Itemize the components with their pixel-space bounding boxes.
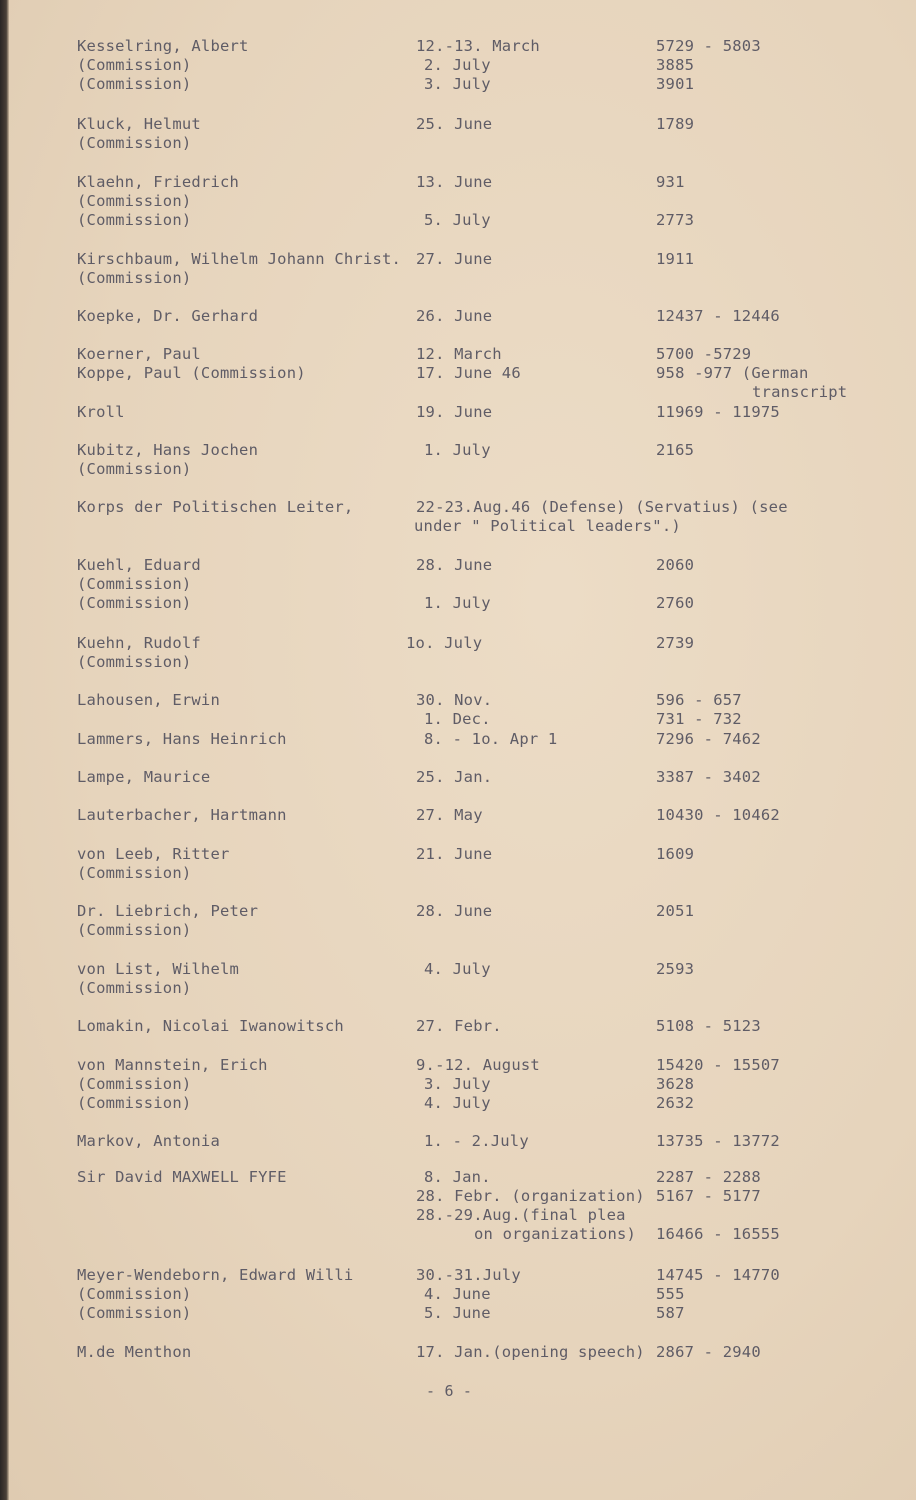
entry-date: 30. Nov. bbox=[416, 691, 493, 709]
entry-pages: 3387 - 3402 bbox=[656, 768, 761, 786]
entry-date: 26. June bbox=[416, 307, 493, 325]
entry-date: 5. July bbox=[424, 211, 491, 229]
entry-pages: 2051 bbox=[656, 902, 695, 920]
entry-date: 28. June bbox=[416, 902, 493, 920]
entry-pages: 3628 bbox=[656, 1075, 695, 1093]
entry-subline: (Commission) bbox=[77, 134, 192, 152]
entry-date: 1. July bbox=[424, 441, 491, 459]
entry-subline: (Commission) bbox=[77, 460, 192, 478]
entry-date: on organizations) bbox=[474, 1225, 637, 1243]
entry-pages: 11969 - 11975 bbox=[656, 403, 780, 421]
entry-name: von List, Wilhelm bbox=[77, 960, 240, 978]
entry-pages: 3901 bbox=[656, 75, 695, 93]
entry-name: Kesselring, Albert bbox=[77, 37, 249, 55]
entry-pages: 731 - 732 bbox=[656, 710, 742, 728]
page-number: - 6 - bbox=[426, 1382, 473, 1400]
entry-pages: 2060 bbox=[656, 556, 695, 574]
entry-name: Markov, Antonia bbox=[77, 1132, 220, 1150]
entry-subline: (Commission) bbox=[77, 1285, 192, 1303]
entry-date: 28.-29.Aug.(final plea bbox=[416, 1206, 626, 1224]
entry-date: 9.-12. August bbox=[416, 1056, 540, 1074]
entry-pages: 5108 - 5123 bbox=[656, 1017, 761, 1035]
entry-date: 1. July bbox=[424, 594, 491, 612]
entry-subline: (Commission) bbox=[77, 864, 192, 882]
entry-pages: 931 bbox=[656, 173, 685, 191]
entry-name: Dr. Liebrich, Peter bbox=[77, 902, 259, 920]
entry-pages: 5729 - 5803 bbox=[656, 37, 761, 55]
entry-date: 30.-31.July bbox=[416, 1266, 521, 1284]
entry-date: 4. June bbox=[424, 1285, 491, 1303]
entry-subline: (Commission) bbox=[77, 1094, 192, 1112]
entry-subline: (Commission) bbox=[77, 979, 192, 997]
entry-date: 1. Dec. bbox=[424, 710, 491, 728]
entry-subline: (Commission) bbox=[77, 211, 192, 229]
entry-date: 27. Febr. bbox=[416, 1017, 502, 1035]
entry-date: 3. July bbox=[424, 75, 491, 93]
entry-name: Korps der Politischen Leiter, bbox=[77, 498, 354, 516]
entry-subline: (Commission) bbox=[77, 575, 192, 593]
entry-pages: 958 -977 (German bbox=[656, 364, 809, 382]
entry-pages: 2165 bbox=[656, 441, 695, 459]
entry-pages: 2632 bbox=[656, 1094, 695, 1112]
entry-name: Kuehl, Eduard bbox=[77, 556, 201, 574]
entry-date: 22-23.Aug.46 (Defense) (Servatius) (see bbox=[416, 498, 788, 516]
entry-pages: 2760 bbox=[656, 594, 695, 612]
entry-date: 21. June bbox=[416, 845, 493, 863]
entry-name: Kluck, Helmut bbox=[77, 115, 201, 133]
entry-subline: (Commission) bbox=[77, 75, 192, 93]
binding-edge bbox=[0, 0, 9, 1500]
entry-subline: (Commission) bbox=[77, 921, 192, 939]
entry-pages: 14745 - 14770 bbox=[656, 1266, 780, 1284]
entry-name: Koepke, Dr. Gerhard bbox=[77, 307, 259, 325]
entry-date: 28. June bbox=[416, 556, 493, 574]
entry-name: Lampe, Maurice bbox=[77, 768, 211, 786]
entry-date: 19. June bbox=[416, 403, 493, 421]
entry-pages: 1911 bbox=[656, 250, 695, 268]
entry-name: Kubitz, Hans Jochen bbox=[77, 441, 259, 459]
entry-subline: (Commission) bbox=[77, 192, 192, 210]
entry-subline: (Commission) bbox=[77, 269, 192, 287]
entry-date: 1o. July bbox=[406, 634, 483, 652]
entry-name: Lahousen, Erwin bbox=[77, 691, 220, 709]
entry-date: under " Political leaders".) bbox=[414, 517, 681, 535]
entry-pages: transcript bbox=[752, 383, 848, 401]
entry-pages: 1609 bbox=[656, 845, 695, 863]
entry-pages: 555 bbox=[656, 1285, 685, 1303]
entry-date: 4. July bbox=[424, 1094, 491, 1112]
entry-date: 12.-13. March bbox=[416, 37, 540, 55]
entry-name: Meyer-Wendeborn, Edward Willi bbox=[77, 1266, 354, 1284]
entry-pages: 10430 - 10462 bbox=[656, 806, 780, 824]
entry-name: Lauterbacher, Hartmann bbox=[77, 806, 287, 824]
entry-name: von Mannstein, Erich bbox=[77, 1056, 268, 1074]
entry-date: 25. Jan. bbox=[416, 768, 493, 786]
entry-date: 17. Jan.(opening speech) bbox=[416, 1343, 645, 1361]
entry-pages: 2739 bbox=[656, 634, 695, 652]
entry-name: Lammers, Hans Heinrich bbox=[77, 730, 287, 748]
entry-date: 2. July bbox=[424, 56, 491, 74]
entry-name: Sir David MAXWELL FYFE bbox=[77, 1168, 287, 1186]
entry-pages: 5700 -5729 bbox=[656, 345, 752, 363]
entry-pages: 13735 - 13772 bbox=[656, 1132, 780, 1150]
entry-subline: (Commission) bbox=[77, 1304, 192, 1322]
entry-date: 8. Jan. bbox=[424, 1168, 491, 1186]
entry-pages: 2593 bbox=[656, 960, 695, 978]
entry-pages: 2867 - 2940 bbox=[656, 1343, 761, 1361]
entry-subline: (Commission) bbox=[77, 653, 192, 671]
entry-pages: 2773 bbox=[656, 211, 695, 229]
entry-pages: 12437 - 12446 bbox=[656, 307, 780, 325]
entry-date: 3. July bbox=[424, 1075, 491, 1093]
entry-name: Koerner, Paul bbox=[77, 345, 201, 363]
entry-subline: Koppe, Paul (Commission) bbox=[77, 364, 306, 382]
entry-date: 25. June bbox=[416, 115, 493, 133]
entry-date: 4. July bbox=[424, 960, 491, 978]
entry-name: Kroll bbox=[77, 403, 125, 421]
entry-name: Kirschbaum, Wilhelm Johann Christ. bbox=[77, 250, 402, 268]
entry-date: 13. June bbox=[416, 173, 493, 191]
entry-date: 28. Febr. (organization) bbox=[416, 1187, 645, 1205]
entry-name: Klaehn, Friedrich bbox=[77, 173, 240, 191]
entry-pages: 3885 bbox=[656, 56, 695, 74]
entry-name: Kuehn, Rudolf bbox=[77, 634, 201, 652]
entry-pages: 15420 - 15507 bbox=[656, 1056, 780, 1074]
entry-name: Lomakin, Nicolai Iwanowitsch bbox=[77, 1017, 344, 1035]
entry-date: 5. June bbox=[424, 1304, 491, 1322]
entry-pages: 5167 - 5177 bbox=[656, 1187, 761, 1205]
entry-date: 17. June 46 bbox=[416, 364, 521, 382]
entry-date: 27. May bbox=[416, 806, 483, 824]
entry-pages: 2287 - 2288 bbox=[656, 1168, 761, 1186]
entry-date: 1. - 2.July bbox=[424, 1132, 529, 1150]
entry-pages: 587 bbox=[656, 1304, 685, 1322]
entry-subline: (Commission) bbox=[77, 56, 192, 74]
entry-pages: 7296 - 7462 bbox=[656, 730, 761, 748]
entry-name: von Leeb, Ritter bbox=[77, 845, 230, 863]
entry-name: M.de Menthon bbox=[77, 1343, 192, 1361]
entry-subline: (Commission) bbox=[77, 594, 192, 612]
entry-pages: 1789 bbox=[656, 115, 695, 133]
entry-date: 27. June bbox=[416, 250, 493, 268]
entry-date: 12. March bbox=[416, 345, 502, 363]
entry-date: 8. - 1o. Apr 1 bbox=[424, 730, 558, 748]
entry-pages: 596 - 657 bbox=[656, 691, 742, 709]
entry-subline: (Commission) bbox=[77, 1075, 192, 1093]
entry-pages: 16466 - 16555 bbox=[656, 1225, 780, 1243]
